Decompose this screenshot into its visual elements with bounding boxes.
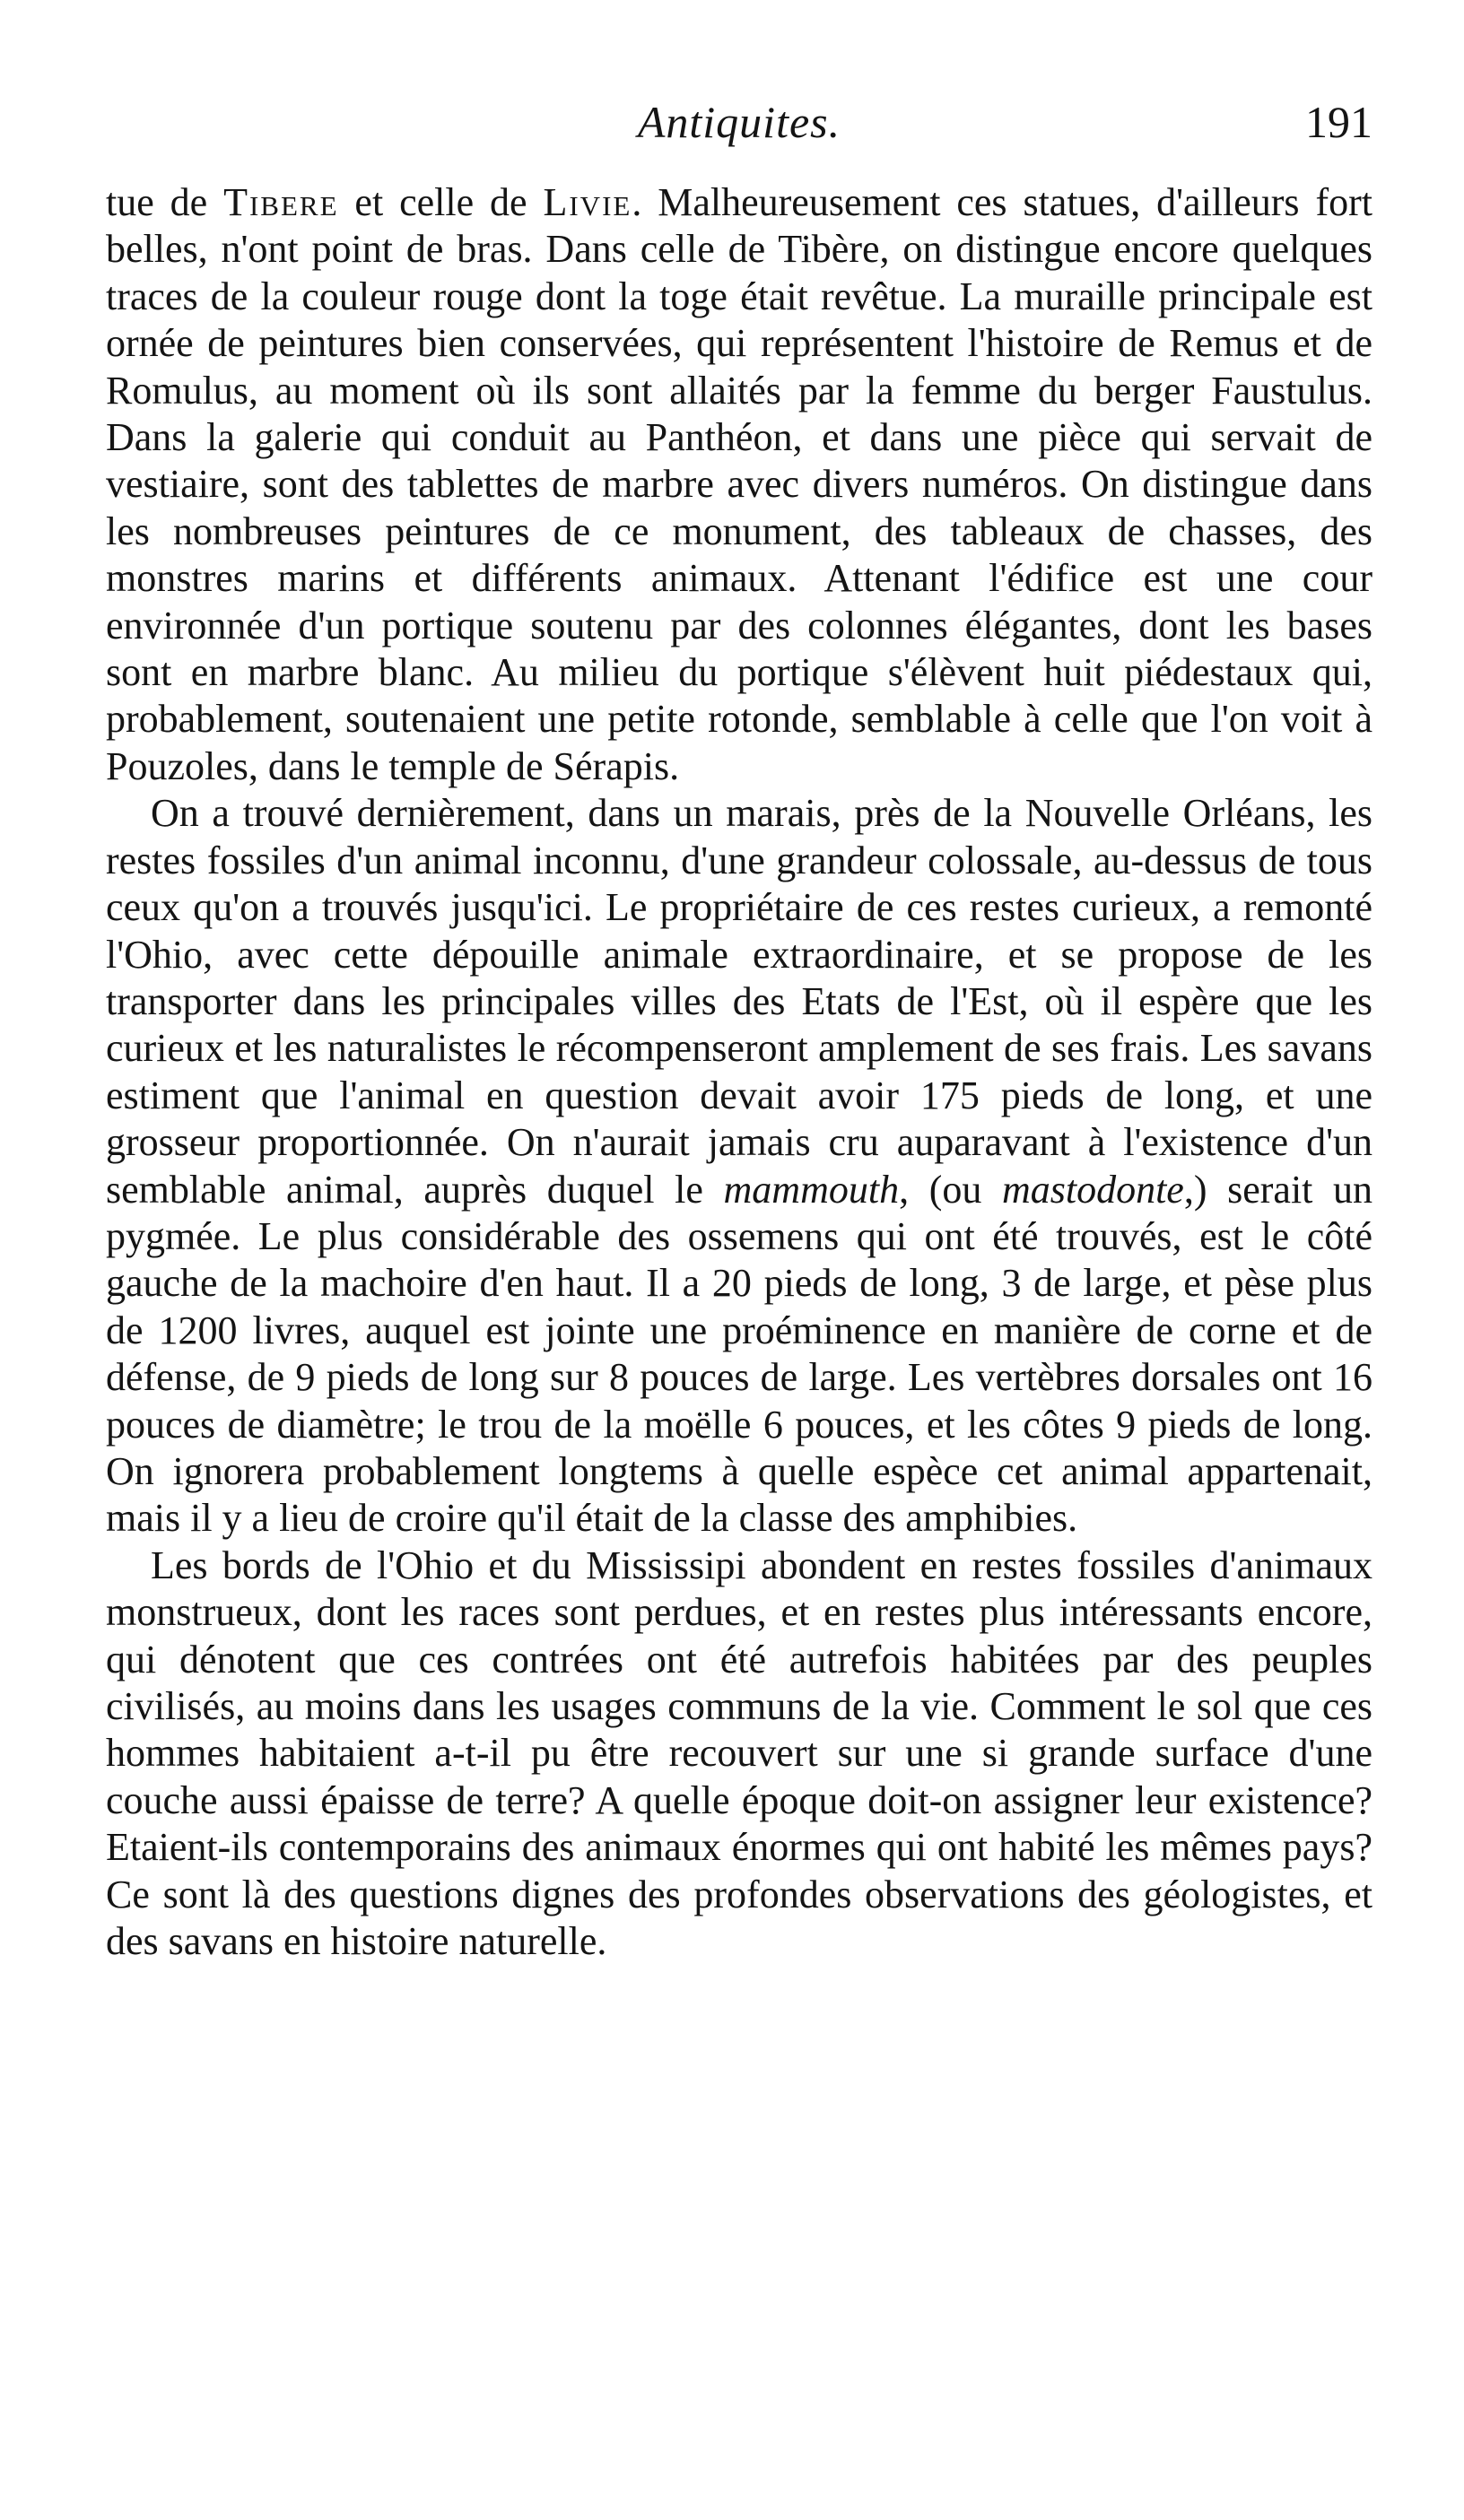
page-number: 191 [1305,97,1372,147]
paragraph-1 [106,179,1372,790]
text-run: ,) serait un pygmée. Le plus considérable des ossemens qui ont été trouvés, est le côté gauche de la machoire d'en haut. Il a 20 pieds de long, 3 de large, et pèse plus de 1200 livres, auquel est jointe une proéminence en manière de corne et de défense, de 9 pieds de long sur 8 pouces de large. Les vertèbres dorsales ont 16 pouces de diamètre; le trou de la moëlle 6 pouces, et les côtes 9 pieds de long. On ignorera probablement longtems à quelle espèce cet animal appartenait, mais il y a lieu de croire qu'il était de la classe des amphibies. [106,1167,1372,1541]
text-run: On a trouvé dernièrement, dans un marais, près de la Nouvelle Orléans, les restes fossiles d'un animal inconnu, d'une grandeur colossale, au-dessus de tous ceux qu'on a trouvés jusqu'ici. Le propriétaire de ces restes curieux, a remonté l'Ohio, avec cette dépouille animale extraordinaire, et se propose de les transporter dans les principales villes des Etats de l'Est, où il espère que les curieux et les naturalistes le récompenseront amplement de ses frais. Les savans estiment que l'animal en question devait avoir 175 pieds de long, et une grosseur proportionnée. On n'aurait jamais cru auparavant à l'existence d'un semblable animal, auprès duquel le [106,791,1372,1212]
italic-term: mastodonte [1001,1167,1184,1212]
body-text [106,179,1372,1965]
running-head [106,86,1372,158]
smallcaps-name: Livie [543,180,632,224]
italic-term: mammouth [723,1167,900,1212]
text-run: , (ou [899,1167,1002,1212]
running-title: Antiquites. [637,97,841,147]
text-run: et celle de [338,180,544,224]
paragraph-2 [106,790,1372,1542]
text-run: . Malheureusement ces statues, d'ailleurs fort belles, n'ont point de bras. Dans celle de Tibère, on distingue encore quelques traces de la couleur rouge dont la toge était revêtue. La muraille principale est ornée de peintures bien conservées, qui représentent l'histoire de Remus et de Romulus, au moment où ils sont allaités par la femme du berger Faustulus. Dans la galerie qui conduit au Panthéon, et dans une pièce qui servait de vestiaire, sont des tablettes de marbre avec divers numéros. On distingue dans les nombreuses peintures de ce monument, des tableaux de chasses, des monstres marins et différents animaux. Attenant l'édifice est une cour environnée d'un portique soutenu par des colonnes élégantes, dont les bases sont en marbre blanc. Au milieu du portique s'élèvent huit piédestaux qui, probablement, soutenaient une petite rotonde, semblable à celle que l'on voit à Pouzoles, dans le temple de Sérapis. [106,180,1372,788]
paragraph-3 [106,1542,1372,1966]
text-run: Les bords de l'Ohio et du Mississipi abondent en restes fossiles d'animaux monstrueux, dont les races sont perdues, et en restes plus intéressants encore, qui dénotent que ces contrées ont été autrefois habitées par des peuples civilisés, au moins dans les usages communs de la vie. Comment le sol que ces hommes habitaient a-t-il pu être recouvert sur une si grande surface d'une couche aussi épaisse de terre? A quelle époque doit-on assigner leur existence? Etaient-ils contemporains des animaux énormes qui ont habité les mêmes pays? Ce sont là des questions dignes des profondes observations des géologistes, et des savans en histoire naturelle. [106,1542,1372,1964]
smallcaps-name: Tibere [223,180,339,224]
text-run: tue de [106,180,224,224]
